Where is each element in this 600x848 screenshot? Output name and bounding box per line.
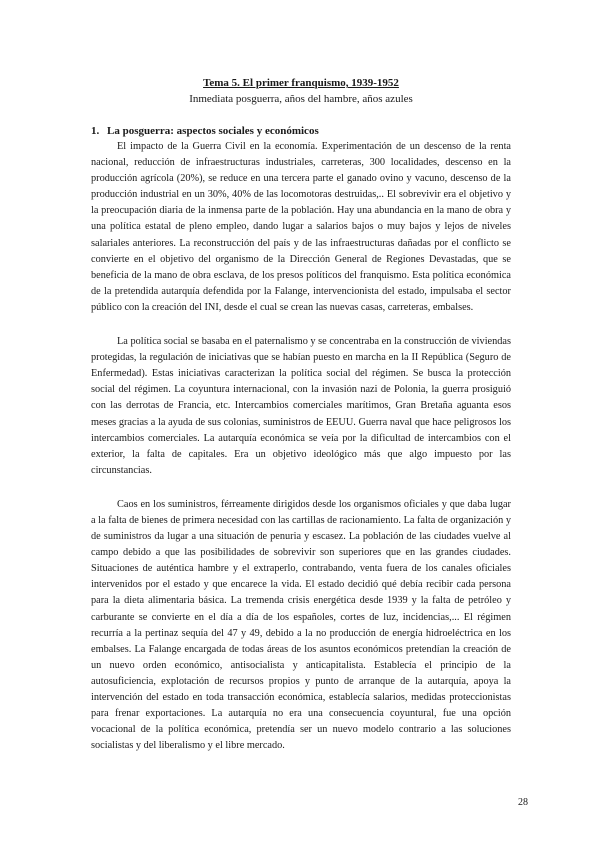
section-heading: [91, 123, 511, 139]
document-subtitle: Inmediata posguerra, años del hambre, años azules: [189, 93, 413, 105]
section-number: 1.: [91, 125, 100, 137]
page-number: 28: [518, 797, 528, 808]
document-title: Tema 5. El primer franquismo, 1939-1952: [203, 77, 399, 89]
paragraph-3: Caos en los suministros, férreamente dirigidos desde los organismos oficiales y que daba lugar a la falta de bienes de primera necesidad con las cartillas de racionamiento. La falta de organización y de suministros da lugar a una situación de penuria y escasez. La población de las ciudades vuelve al campo debido a que las posibilidades de sobrevivir son superiores que en las grandes ciudades. Situaciones de auténtica hambre y el extraperlo, contrabando, venta fuera de los canales oficiales intervenidos por el estado y que encarece la vida. El estado decidió qué debía recibir cada persona para la dieta alimentaria básica. La tremenda crisis energética desde 1939 y la falta de petróleo y carburante se convierte en el día a día de los españoles, cortes de luz, incidencias,... El régimen recurría a la pertinaz sequía del 47 y 49, debido a la no producción de energía hidroeléctrica en los embalses. La Falange encargada de todas áreas de los asuntos económicos pretendían la creación de un nuevo orden económico, antisocialista y anticapitalista. Establecía el principio de la autosuficiencia, explotación de recursos propios y punto de arranque de la autarquía, apoya la intervención del estado en toda transacción económica, establecía salarios, medidas proteccionistas para frenar exportaciones. La autarquía no era una consecuencia coyuntural, fue una opción vocacional de la política económica, pretendía ser un nuevo modelo contrario a las soluciones socialistas y del liberalismo y el libre mercado.: [91, 498, 511, 752]
paragraph-2: La política social se basaba en el paternalismo y se concentraba en la construcción de viviendas protegidas, la regulación de iniciativas que se habían puesto en marcha en la II República (Seguro de Enfermedad). Estas iniciativas caracterizan la política social del régimen. Se busca la protección social del régimen. La coyuntura internacional, con la invasión nazi de Polonia, la guerra prosiguió con las derrotas de Francia, etc. Intercambios comerciales marítimos, Gran Bretaña aguanta esos meses gracias a la ayuda de sus colonias, suministros de EEUU. Guerra naval que hace peligrosos los intercambios comerciales. La autarquía económica se veía por la dificultad de intercambios con el exterior, la falta de capitales. Era un objetivo ideológico más que algo impuesto por las circunstancias.: [91, 336, 511, 476]
section-heading-text: La posguerra: aspectos sociales y económicos: [107, 125, 319, 137]
paragraph-1: El impacto de la Guerra Civil en la economía. Experimentación de un descenso de la renta nacional, reducción de infraestructuras industriales, carreteras, 300 localidades, descenso en la producción agrícola (20%), se reduce en una tercera parte el ganado ovino y vacuno, descenso de la producción industrial en un 30%, 40% de las locomotoras destruidas,.. El sobrevivir era el objetivo y la preocupación diaria de la inmensa parte de la población. Hay una abundancia en la mano de obra y una política estatal de pleno empleo, dando lugar a salarios bajos o muy bajos y lejos de niveles salariales anteriores. La reconstrucción del país y de las infraestructuras dañadas por el conflicto se convierte en el objetivo del organismo de la Dirección General de Regiones Devastadas, que se beneficia de la mano de obra esclava, de los presos políticos del franquismo. Esta política económica de la pretendida autarquía defendida por la Falange, intervencionista del estado, impulsaba el sector público con la creación del INI, desde el cual se crean las nuevas casas, carreteras, embalses.: [91, 141, 511, 313]
